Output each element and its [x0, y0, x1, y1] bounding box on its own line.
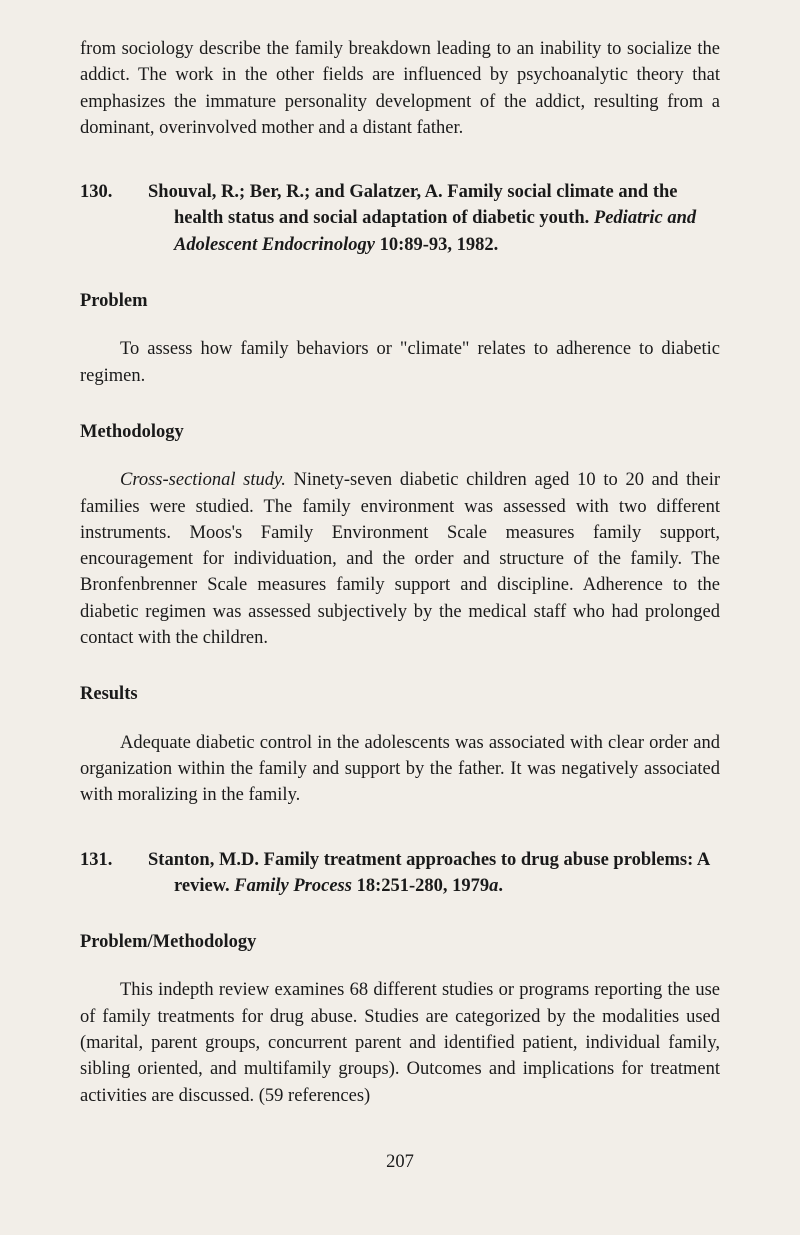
entry-130-volume: 10:89-93, 1982. — [379, 234, 499, 255]
entry-131-journal: Family Process — [234, 875, 352, 896]
entry-131-number: 131. — [80, 849, 113, 870]
entry-130-results-text: Adequate diabetic control in the adolescents was associated with clear order and organization within the family and support by the father. It was negatively associated with moralizing in the family. — [80, 732, 720, 806]
entry-131-volume: 18:251-280, 1979 — [356, 875, 490, 896]
entry-130-methodology-body: Ninety-seven diabetic children aged 10 to 20 and their families were studied. The family environment was assessed with two different instruments. Moos's Family Environment Scale measures family support, encouragement for individuation, and the order and structure of the family. The Bronfenbrenner Scale measures family support and discipline. Adherence to the diabetic regimen was assessed subjectively by the medical staff who had prolonged contact with the children. — [80, 470, 720, 649]
entry-130-results-heading: Results — [80, 684, 138, 705]
entry-130-methodology-text — [80, 467, 720, 651]
entry-130-problem-text: To assess how family behaviors or "climate" relates to adherence to diabetic regimen. — [80, 339, 720, 386]
entry-131-citation — [80, 847, 720, 900]
entry-131-heading: Problem/Methodology — [80, 932, 257, 953]
entry-130-methodology-heading: Methodology — [80, 421, 184, 442]
entry-130-title: Family social climate and the health status and social adaptation of diabetic youth. — [174, 182, 678, 229]
entry-131-authors: Stanton, M.D. — [148, 849, 260, 870]
page-content — [80, 36, 720, 1109]
entry-130-authors: Shouval, R.; Ber, R.; and Galatzer, A. — [148, 182, 443, 203]
page-number: 207 — [386, 1152, 414, 1172]
entry-130-methodology-lead: Cross-sectional study. — [120, 470, 286, 491]
entry-131-volume-end: . — [498, 875, 504, 896]
entry-131-title: Family treatment approaches to drug abuse problems: A review. — [174, 849, 710, 896]
intro-paragraph: from sociology describe the family breakdown leading to an inability to socialize the addict. The work in the other fields are influenced by psychoanalytic theory that emphasizes the immature personality development of the addict, resulting from a dominant, overinvolved mother and a distant father. — [80, 39, 720, 138]
entry-130-number: 130. — [80, 182, 113, 203]
entry-131-text: This indepth review examines 68 different studies or programs reporting the use of family treatments for drug abuse. Studies are categorized by the modalities used (marital, parent groups, concurrent parent and identified patient, individual family, sibling oriented, and multifamily groups). Outcomes and implications for treatment activities are discussed. (59 references) — [80, 980, 720, 1106]
entry-131-volume-suffix: a — [489, 875, 499, 896]
entry-130-journal: Pediatric and Adolescent Endocrinology — [174, 208, 697, 255]
entry-130-citation — [80, 179, 720, 258]
entry-130-problem-heading: Problem — [80, 291, 148, 312]
